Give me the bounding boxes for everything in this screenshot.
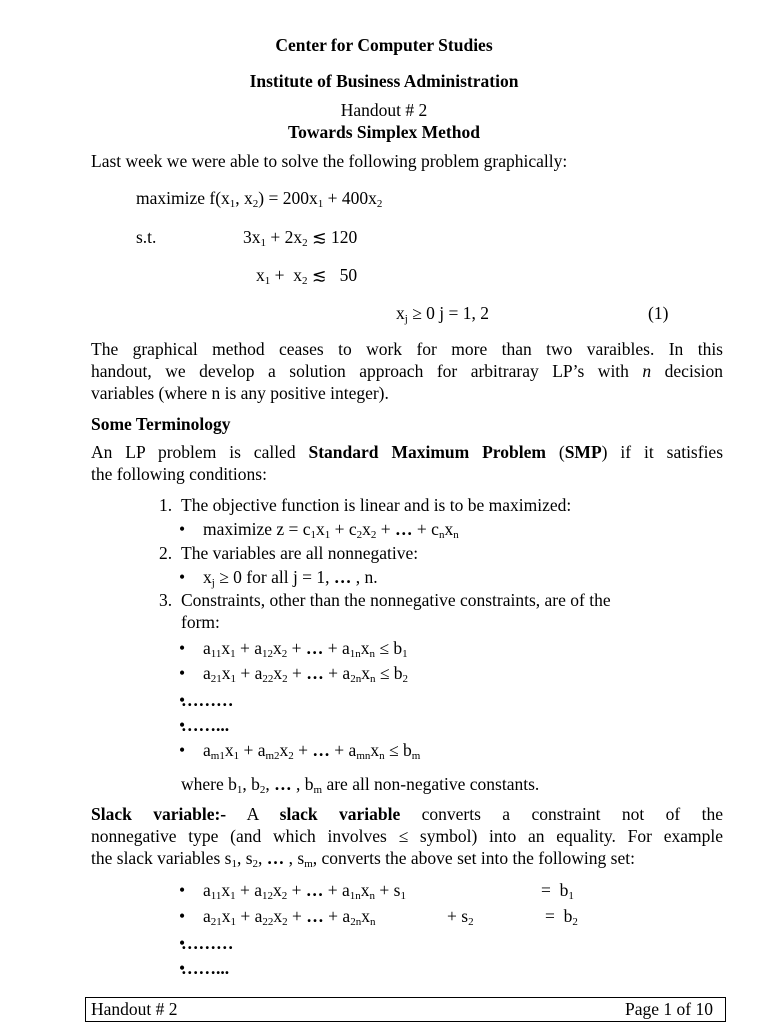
condition-3-number: 3. bbox=[159, 590, 173, 610]
constraint-row-dots-2: • ……... bbox=[181, 714, 229, 736]
condition-3-text: Constraints, other than the nonnegative constraints, are of the bbox=[181, 590, 611, 610]
intro-text: Last week we were able to solve the following problem graphically: bbox=[91, 151, 568, 171]
slack-equation-dots-2: • ……... bbox=[181, 957, 229, 979]
nonnegativity-constraint: $x_j \ge 0$ j = 1, 2 bbox=[396, 303, 490, 325]
footer-page-number: Page 1 of 10 bbox=[625, 999, 713, 1019]
constants-note: where $b_1$, $b_2$, … , $b_m$ are all non-negative constants. bbox=[181, 774, 540, 796]
equation-number: (1) bbox=[648, 303, 669, 323]
header-center-name: Center for Computer Studies bbox=[275, 35, 493, 55]
handout-number: Handout # 2 bbox=[340, 100, 428, 120]
st-label: s.t. bbox=[136, 227, 157, 247]
condition-1-text: The objective function is linear and is to be maximized: bbox=[181, 495, 572, 515]
objective-function: maximize $f(x_1$, $x_2) = 200x_1 + 400x_2$ bbox=[136, 188, 383, 210]
graphical-method-paragraph: The graphical method ceases to work for more than two varaibles. In this handout, we develop a solution approach for arbitraray LP’s with n decision variables (where n is any positive integer). bbox=[91, 339, 723, 403]
slack-equation-dots-1: • ……… bbox=[181, 932, 234, 954]
document-title: Towards Simplex Method bbox=[288, 122, 480, 142]
constraint-1: $3x_1 + 2x_2$ ≲ 120 bbox=[243, 227, 358, 249]
condition-2-number: 2. bbox=[159, 543, 173, 563]
condition-1-number: 1. bbox=[159, 495, 173, 515]
footer-handout-label: Handout # 2 bbox=[91, 999, 178, 1019]
constraint-row-dots-1: • ……… bbox=[181, 689, 234, 711]
smp-definition: An LP problem is called Standard Maximum Problem (SMP) if it satisfies the following conditions: bbox=[91, 442, 724, 484]
slack-variable-paragraph: Slack variable:- A slack variable converts a constraint not of the nonnegative type (and which involves ≤ symbol) into an equality. For example the slack variables $s_1$, $s_2$, … , $s_m$, converts the above set into the following set: bbox=[91, 804, 723, 870]
condition-2-text: The variables are all nonnegative: bbox=[181, 543, 419, 563]
page-footer bbox=[85, 997, 726, 1022]
constraint-2: $x_1 + x_2$ ≲ 50 bbox=[256, 265, 358, 287]
header-institute-name: Institute of Business Administration bbox=[249, 71, 519, 91]
condition-3-text-cont: form: bbox=[181, 612, 220, 632]
section-heading-terminology: Some Terminology bbox=[91, 414, 231, 434]
